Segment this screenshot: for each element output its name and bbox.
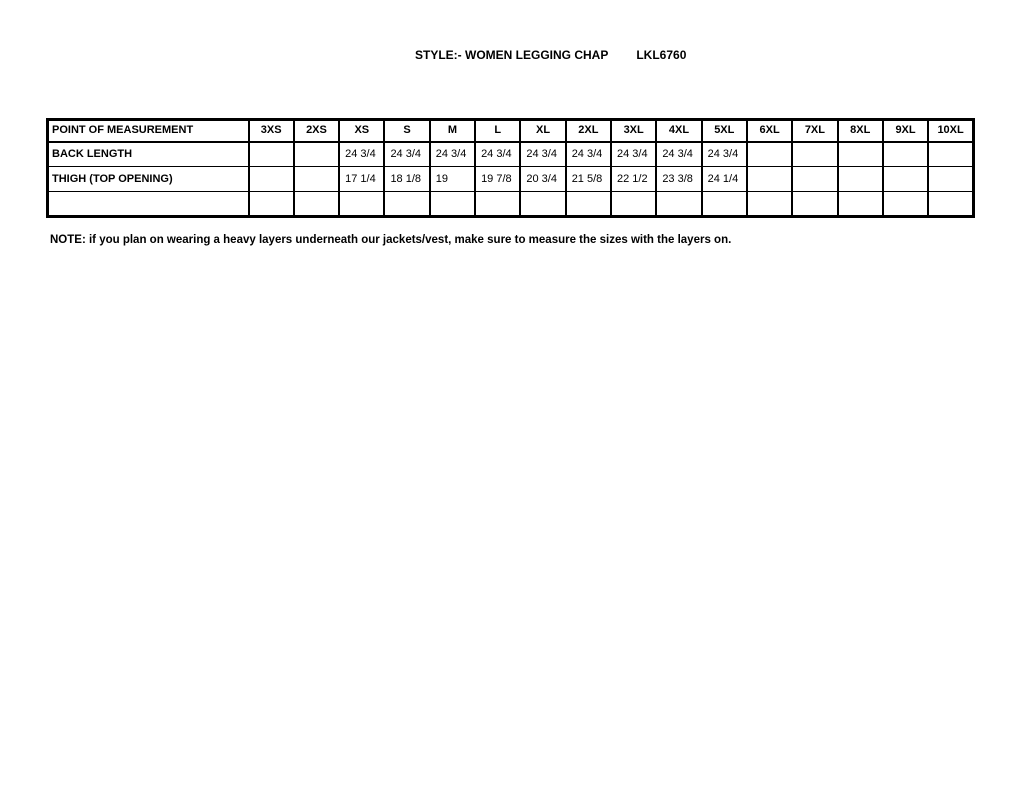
size-value-cell <box>883 167 928 192</box>
size-chart-table <box>46 118 975 218</box>
measurement-column-header: POINT OF MEASUREMENT <box>48 120 249 142</box>
size-column-header: 5XL <box>702 120 747 142</box>
table-row <box>48 192 974 217</box>
size-value-cell: 24 3/4 <box>475 142 520 167</box>
size-column-header: XS <box>339 120 384 142</box>
size-value-cell: 18 1/8 <box>384 167 429 192</box>
size-column-header: 3XS <box>249 120 294 142</box>
size-value-cell <box>249 142 294 167</box>
size-value-cell <box>294 192 339 217</box>
size-column-header: XL <box>520 120 565 142</box>
size-chart-header <box>48 120 974 142</box>
size-value-cell <box>249 167 294 192</box>
size-column-header: 8XL <box>838 120 883 142</box>
size-value-cell <box>520 192 565 217</box>
measurement-row-label: THIGH (TOP OPENING) <box>48 167 249 192</box>
size-value-cell <box>928 142 973 167</box>
size-value-cell <box>838 167 883 192</box>
table-row <box>48 167 974 192</box>
size-value-cell: 21 5/8 <box>566 167 611 192</box>
size-value-cell <box>339 192 384 217</box>
size-value-cell <box>611 192 656 217</box>
size-value-cell: 24 3/4 <box>566 142 611 167</box>
size-value-cell: 19 <box>430 167 475 192</box>
size-column-header: 6XL <box>747 120 792 142</box>
size-value-cell <box>294 167 339 192</box>
style-title-text: STYLE:- WOMEN LEGGING CHAP <box>415 48 609 62</box>
size-column-header: 7XL <box>792 120 837 142</box>
size-value-cell <box>883 142 928 167</box>
size-value-cell <box>475 192 520 217</box>
size-value-cell: 20 3/4 <box>520 167 565 192</box>
size-value-cell <box>747 167 792 192</box>
size-column-header: M <box>430 120 475 142</box>
size-value-cell <box>294 142 339 167</box>
size-value-cell <box>928 167 973 192</box>
measurement-note: NOTE: if you plan on wearing a heavy layers underneath our jackets/vest, make sure to measure the sizes with the layers on. <box>50 234 732 246</box>
header-row <box>48 120 974 142</box>
size-column-header: L <box>475 120 520 142</box>
measurement-row-label <box>48 192 249 217</box>
size-value-cell <box>792 142 837 167</box>
size-value-cell <box>928 192 973 217</box>
size-value-cell <box>792 192 837 217</box>
size-value-cell <box>838 142 883 167</box>
style-code-text: LKL6760 <box>636 48 687 62</box>
size-value-cell <box>747 192 792 217</box>
size-value-cell <box>838 192 883 217</box>
size-value-cell: 24 1/4 <box>702 167 747 192</box>
size-value-cell: 24 3/4 <box>656 142 701 167</box>
size-value-cell <box>747 142 792 167</box>
size-column-header: 10XL <box>928 120 973 142</box>
size-column-header: 4XL <box>656 120 701 142</box>
size-value-cell: 24 3/4 <box>339 142 384 167</box>
size-column-header: 9XL <box>883 120 928 142</box>
size-column-header: S <box>384 120 429 142</box>
table-row <box>48 142 974 167</box>
size-value-cell <box>384 192 429 217</box>
size-value-cell <box>702 192 747 217</box>
measurement-row-label: BACK LENGTH <box>48 142 249 167</box>
size-value-cell: 17 1/4 <box>339 167 384 192</box>
size-value-cell <box>430 192 475 217</box>
size-column-header: 2XS <box>294 120 339 142</box>
size-value-cell: 24 3/4 <box>702 142 747 167</box>
document-title <box>415 48 686 62</box>
size-value-cell <box>249 192 294 217</box>
size-chart-body <box>48 142 974 217</box>
size-value-cell <box>792 167 837 192</box>
size-value-cell: 19 7/8 <box>475 167 520 192</box>
size-value-cell: 22 1/2 <box>611 167 656 192</box>
size-column-header: 3XL <box>611 120 656 142</box>
size-value-cell <box>883 192 928 217</box>
size-column-header: 2XL <box>566 120 611 142</box>
size-value-cell: 24 3/4 <box>520 142 565 167</box>
size-value-cell: 23 3/8 <box>656 167 701 192</box>
size-value-cell: 24 3/4 <box>611 142 656 167</box>
size-value-cell <box>566 192 611 217</box>
size-value-cell: 24 3/4 <box>430 142 475 167</box>
size-value-cell <box>656 192 701 217</box>
size-value-cell: 24 3/4 <box>384 142 429 167</box>
